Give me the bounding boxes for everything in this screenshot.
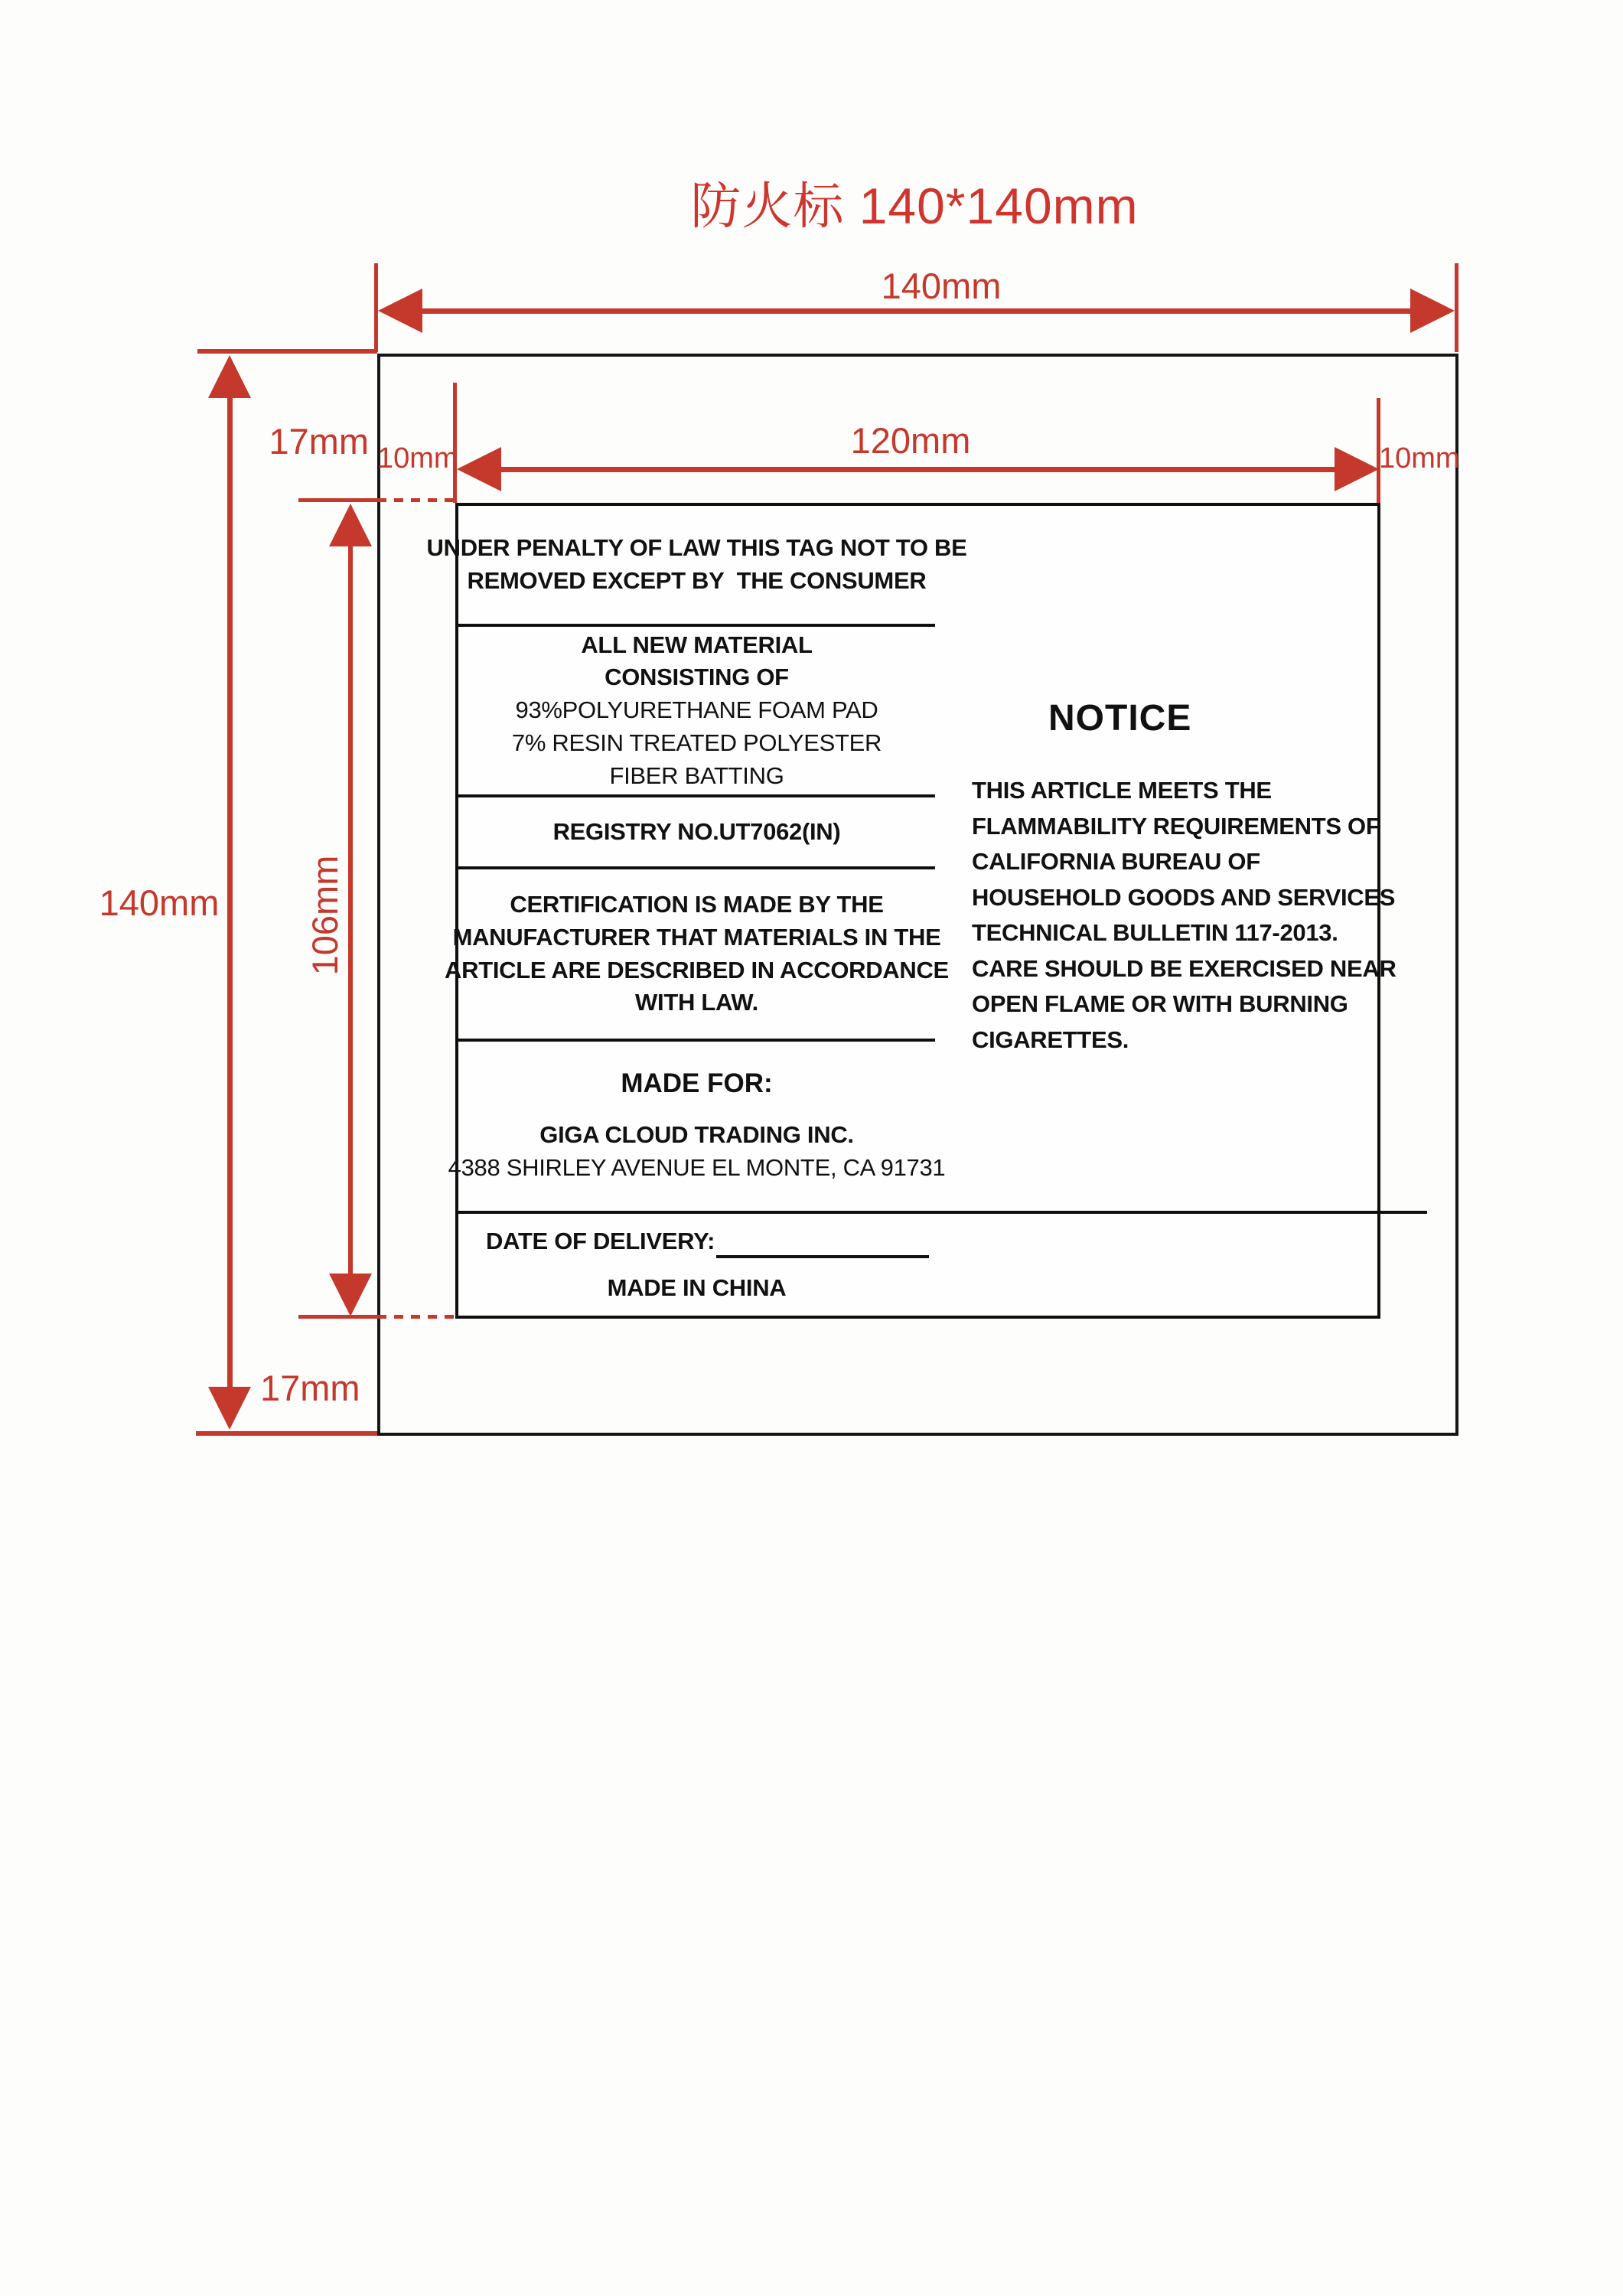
- left-height-label: 140mm: [99, 882, 220, 923]
- inner-height-reference-top: [298, 498, 377, 502]
- certification-line: MANUFACTURER THAT MATERIALS IN THE: [452, 923, 941, 951]
- arrowhead-left-icon: [378, 289, 422, 333]
- arrowhead-right-icon: [1410, 289, 1455, 333]
- notice-section: [935, 506, 1427, 1214]
- material-section: [458, 627, 935, 797]
- top-width-label: 140mm: [881, 266, 1002, 306]
- bottom-margin-label: 17mm: [260, 1368, 360, 1408]
- company-address: 4388 SHIRLEY AVENUE EL MONTE, CA 91731: [448, 1153, 946, 1181]
- notice-line: FLAMMABILITY REQUIREMENTS OF: [972, 812, 1380, 840]
- company-name: GIGA CLOUD TRADING INC.: [539, 1120, 854, 1148]
- notice-title: NOTICE: [1048, 698, 1192, 739]
- top-margin-label: 17mm: [269, 421, 369, 461]
- material-line: FIBER BATTING: [609, 762, 784, 789]
- inner-height-label: 106mm: [305, 855, 345, 976]
- label-left-column: [426, 506, 967, 1316]
- penalty-section: [426, 506, 967, 627]
- certification-line: WITH LAW.: [635, 989, 758, 1016]
- arrowhead-down-icon: [329, 1274, 372, 1316]
- empty-cell: [935, 1214, 1427, 1316]
- certification-line: ARTICLE ARE DESCRIBED IN ACCORDANCE: [445, 956, 949, 983]
- top-width-dimension-line: [392, 308, 1449, 314]
- law-label: [426, 503, 1396, 1319]
- registry-section: [458, 797, 935, 869]
- right-margin-label: 10mm: [1379, 442, 1460, 475]
- notice-line: CARE SHOULD BE EXERCISED NEAR: [972, 954, 1396, 982]
- arrowhead-left-icon: [457, 447, 501, 491]
- delivery-section: [458, 1214, 935, 1316]
- made-for-heading: MADE FOR:: [621, 1068, 773, 1098]
- certification-section: [445, 869, 949, 1042]
- material-heading: CONSISTING OF: [605, 664, 789, 691]
- top-width-extension-line-right: [1455, 263, 1458, 352]
- left-height-extension-line-bottom: [196, 1431, 377, 1436]
- registry-number: REGISTRY NO.UT7062(IN): [552, 817, 841, 845]
- arrowhead-right-icon: [1335, 447, 1379, 491]
- notice-line: OPEN FLAME OR WITH BURNING: [972, 990, 1348, 1017]
- delivery-blank-line: [716, 1232, 929, 1258]
- inner-height-reference-top-dashed: [377, 498, 455, 502]
- origin-line: MADE IN CHINA: [607, 1274, 787, 1301]
- inner-width-dimension-line: [470, 467, 1365, 472]
- arrowhead-up-icon: [208, 355, 251, 398]
- notice-line: HOUSEHOLD GOODS AND SERVICES: [972, 883, 1396, 911]
- inner-height-reference-bottom-dashed: [377, 1315, 455, 1319]
- notice-line: TECHNICAL BULLETIN 117-2013.: [972, 919, 1338, 946]
- penalty-line: UNDER PENALTY OF LAW THIS TAG NOT TO BE: [426, 534, 967, 562]
- delivery-label: DATE OF DELIVERY:: [486, 1227, 715, 1254]
- notice-line: CALIFORNIA BUREAU OF: [972, 848, 1260, 875]
- made-for-section: [448, 1042, 946, 1214]
- left-height-extension-line-top: [197, 349, 377, 354]
- material-line: 93%POLYURETHANE FOAM PAD: [515, 696, 878, 724]
- left-margin-label: 10mm: [377, 442, 458, 475]
- delivery-row: [486, 1225, 929, 1258]
- label-right-column: [935, 506, 1427, 1316]
- page-title: 防火标 140*140mm: [690, 178, 1139, 234]
- notice-line: THIS ARTICLE MEETS THE: [972, 777, 1272, 804]
- left-height-dimension-line: [227, 392, 233, 1393]
- arrowhead-up-icon: [329, 504, 372, 546]
- certification-line: CERTIFICATION IS MADE BY THE: [510, 890, 884, 918]
- notice-line: CIGARETTES.: [972, 1026, 1129, 1053]
- material-heading: ALL NEW MATERIAL: [581, 631, 813, 658]
- inner-height-dimension-line: [348, 540, 353, 1278]
- material-line: 7% RESIN TREATED POLYESTER: [511, 729, 882, 756]
- penalty-line: REMOVED EXCEPT BY THE CONSUMER: [467, 567, 927, 594]
- arrowhead-down-icon: [208, 1387, 251, 1430]
- inner-width-label: 120mm: [850, 420, 971, 461]
